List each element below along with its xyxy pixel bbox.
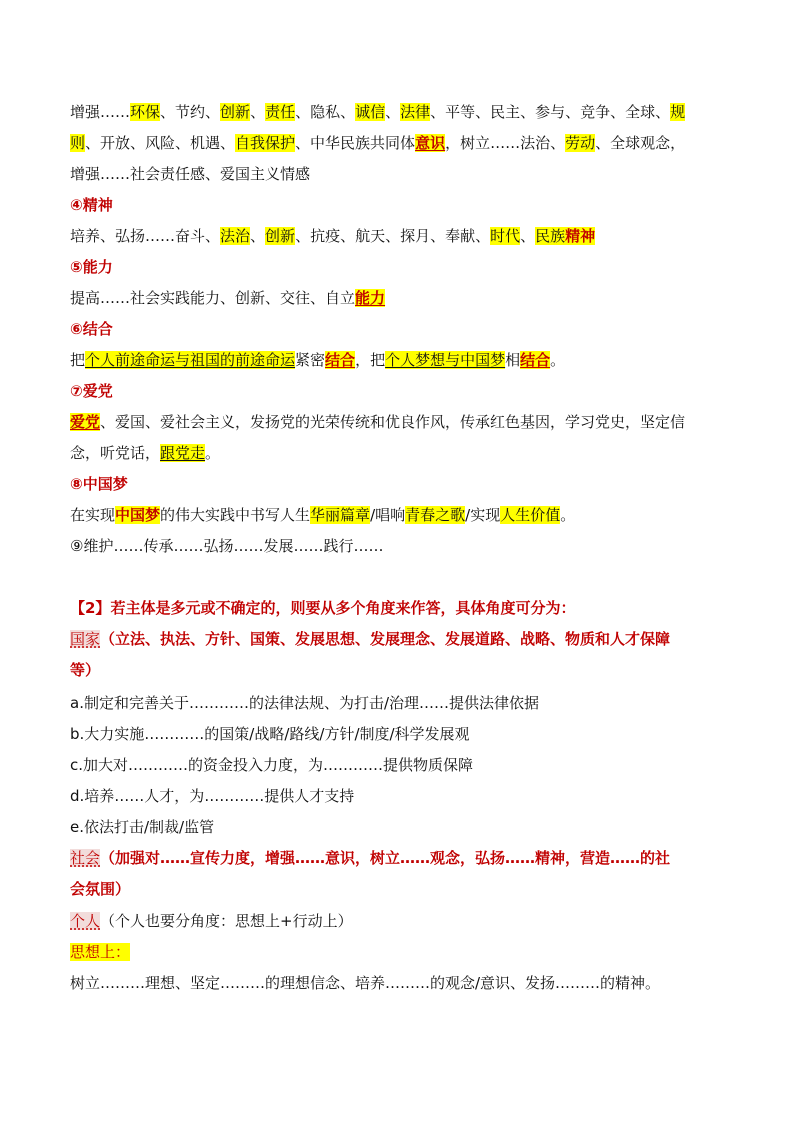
section-heading: ⑧中国梦 bbox=[70, 475, 128, 493]
list-item: e.依法打击/制裁/监管 bbox=[70, 818, 215, 836]
text-line: 会氛围） bbox=[70, 880, 131, 898]
text-line: 个人（个人也要分角度：思想上+行动上） bbox=[70, 912, 353, 930]
text-line: 念，听党话，跟党走。 bbox=[70, 444, 221, 462]
text-line: 树立………理想、坚定………的理想信念、培养………的观念/意识、发扬………的精神。 bbox=[70, 974, 661, 992]
text-line: 等） bbox=[70, 661, 101, 679]
text-line: 提高……社会实践能力、创新、交往、自立能力 bbox=[70, 289, 386, 307]
list-item: c.加大对…………的资金投入力度，为…………提供物质保障 bbox=[70, 756, 474, 774]
text-line: 增强……环保、节约、创新、责任、隐私、诚信、法律、平等、民主、参与、竞争、全球、规 bbox=[70, 103, 686, 121]
text-line: 培养、弘扬……奋斗、法治、创新、抗疫、航天、探月、奉献、时代、民族精神 bbox=[70, 227, 596, 245]
section-heading: ⑥结合 bbox=[70, 320, 113, 338]
text-line: 则、开放、风险、机遇、自我保护、中华民族共同体意识，树立……法治、劳动、全球观念， bbox=[70, 134, 686, 152]
text-line: 在实现中国梦的伟大实践中书写人生华丽篇章/唱响青春之歌/实现人生价值。 bbox=[70, 506, 576, 524]
text-line: 把个人前途命运与祖国的前途命运紧密结合，把个人梦想与中国梦相结合。 bbox=[70, 351, 566, 369]
text-line: ⑨维护……传承……弘扬……发展……践行…… bbox=[70, 537, 384, 555]
list-item: d.培养……人才，为…………提供人才支持 bbox=[70, 787, 355, 805]
text-line: 国家（立法、执法、方针、国策、发展思想、发展理念、发展道路、战略、物质和人才保障 bbox=[70, 630, 671, 648]
text-line: 思想上： bbox=[70, 943, 131, 961]
list-item: a.制定和完善关于…………的法律法规、为打击/治理……提供法律依据 bbox=[70, 694, 540, 712]
text-line: 社会（加强对……宣传力度，增强……意识，树立……观念，弘扬……精神，营造……的社 bbox=[70, 849, 671, 867]
text-line: 爱党、爱国、爱社会主义，发扬党的光荣传统和优良作风，传承红色基因，学习党史，坚定信 bbox=[70, 413, 686, 431]
section-heading: ④精神 bbox=[70, 196, 113, 214]
text-line: 增强……社会责任感、爱国主义情感 bbox=[70, 165, 311, 183]
section-heading: ⑦爱党 bbox=[70, 382, 113, 400]
list-item: b.大力实施…………的国策/战略/路线/方针/制度/科学发展观 bbox=[70, 725, 470, 743]
section-heading: 【2】若主体是多元或不确定的，则要从多个角度来作答，具体角度可分为： bbox=[70, 599, 576, 617]
section-heading: ⑤能力 bbox=[70, 258, 113, 276]
